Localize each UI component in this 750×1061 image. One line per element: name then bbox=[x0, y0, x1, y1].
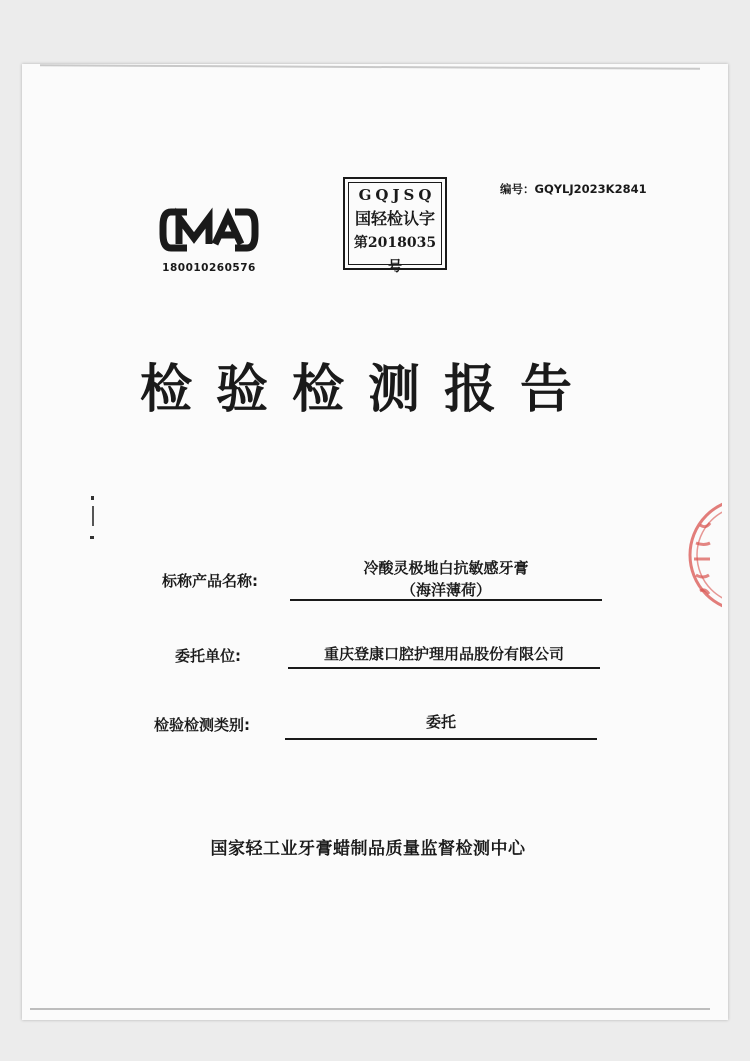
red-seal-partial bbox=[676, 495, 722, 615]
accreditation-stamp bbox=[343, 177, 447, 275]
margin-mark bbox=[90, 496, 96, 544]
client-value: 重庆登康口腔护理用品股份有限公司 bbox=[323, 645, 564, 663]
stamp-cert-number: 第2018035号 bbox=[353, 235, 437, 275]
stamp-authority: 国轻检认字 bbox=[354, 209, 435, 228]
product-name-value-line2: （海洋薄荷） bbox=[400, 581, 491, 599]
cma-mark bbox=[157, 204, 261, 276]
product-name-value-line1: 冷酸灵极地白抗敏感牙膏 bbox=[363, 559, 529, 577]
report-number-label: 编号： bbox=[500, 182, 535, 196]
test-category-value: 委托 bbox=[425, 713, 456, 731]
report-number bbox=[500, 181, 647, 197]
paper-edge-bottom bbox=[30, 1008, 710, 1010]
product-name-label: 标称产品名称: bbox=[162, 572, 258, 590]
report-title: 检验检测报告 bbox=[140, 359, 597, 420]
product-name-underline bbox=[290, 599, 602, 601]
client-label: 委托单位: bbox=[175, 647, 241, 665]
stamp-inner-border bbox=[348, 182, 442, 275]
test-category-label: 检验检测类别: bbox=[154, 716, 250, 734]
cma-number: 180010260576 bbox=[162, 262, 256, 274]
issuing-organization: 国家轻工业牙膏蜡制品质量监督检测中心 bbox=[210, 839, 526, 859]
report-number-value: GQYLJ2023K2841 bbox=[534, 182, 647, 196]
stamp-code: GQJSQ bbox=[358, 186, 436, 204]
test-category-underline bbox=[285, 738, 597, 740]
cma-mark-icon bbox=[157, 204, 261, 260]
client-underline bbox=[288, 667, 600, 669]
